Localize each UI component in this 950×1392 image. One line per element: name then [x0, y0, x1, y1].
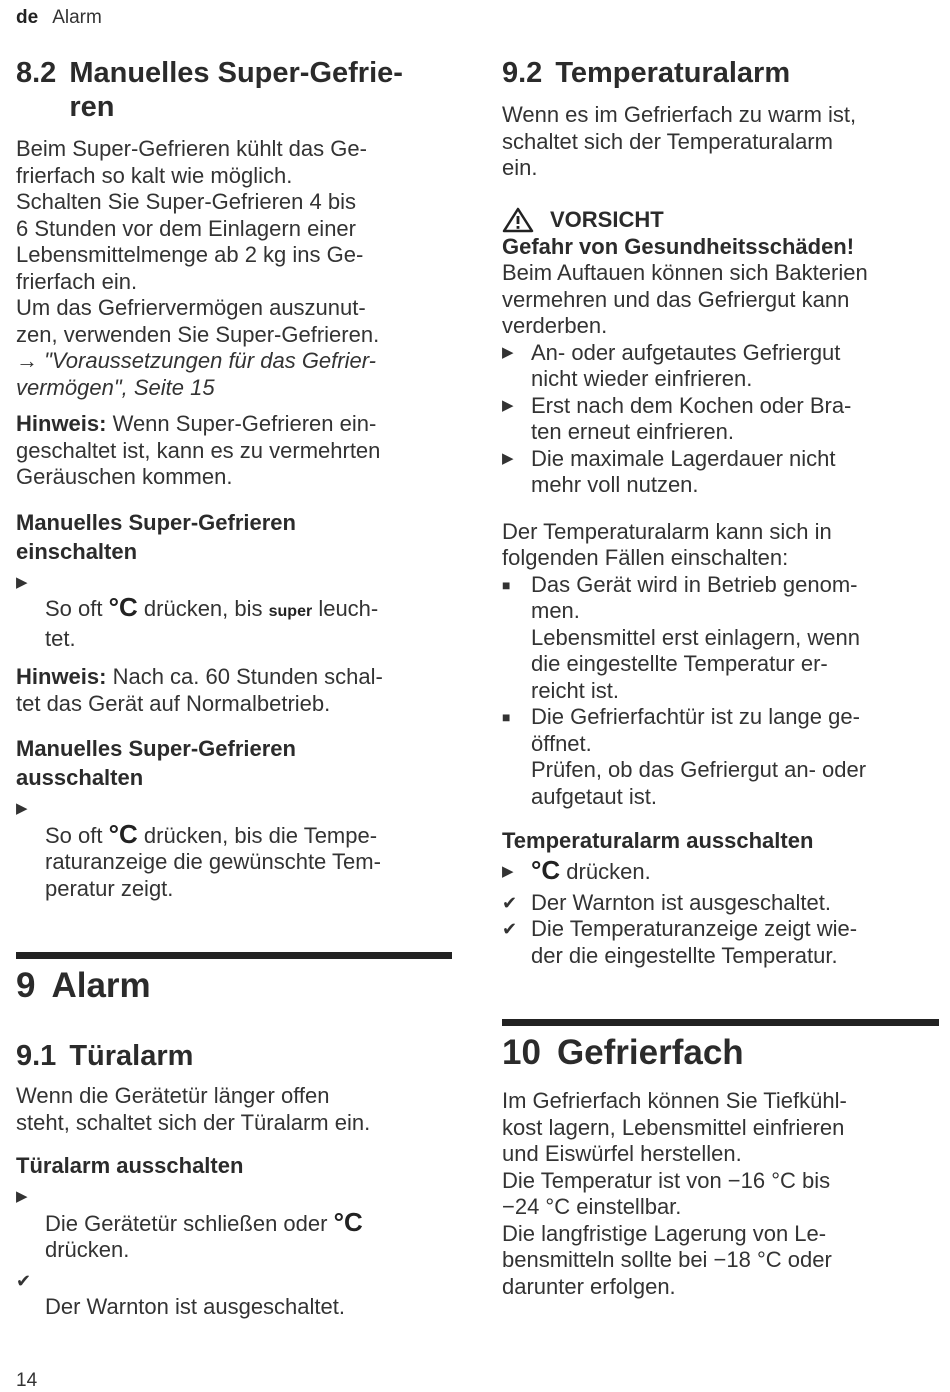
list-item-note: Lebensmittel erst einlagern, wenn die eingestellte Temperatur er- reicht ist.	[531, 624, 860, 703]
triangle-bullet-icon: ▶	[16, 1188, 28, 1205]
chapter-rule	[16, 952, 452, 959]
heading-number: 8.2	[16, 57, 57, 89]
subheading-einschalten: Manuelles Super-Gefrieren einschalten	[16, 509, 296, 564]
heading-number: 9	[16, 966, 36, 1005]
triangle-bullet-icon: ▶	[502, 396, 514, 414]
list-item: ▶ Die maximale Lagerdauer nicht mehr voll nutzen.	[502, 445, 836, 497]
temp-button-symbol: °C	[531, 855, 561, 885]
temp-button-symbol: °C	[333, 1206, 363, 1237]
page-header	[16, 7, 102, 29]
checkmark-icon: ✔	[16, 1270, 32, 1291]
triangle-bullet-icon: ▶	[16, 800, 28, 817]
list-item: ■ Die Gefrierfachtür ist zu lange ge- öffnet.	[502, 704, 860, 756]
chapter-heading	[16, 963, 452, 1009]
triangle-bullet-icon: ▶	[16, 573, 28, 591]
chapter-9	[16, 952, 452, 1009]
heading-9-1	[16, 1039, 452, 1073]
paragraph: Beim Super-Gefrieren kühlt das Ge- frierfach so kalt wie möglich. Schalten Sie Super-Gefrieren 4 bis 6 Stunden vor dem Einlagern einer Lebensmittelmenge ab 2 kg ins Ge- frierfach ein. Um das Gefriervermögen auszunut- zen, verwenden Sie Super-Gefrieren.	[16, 136, 380, 347]
heading-8-2	[16, 56, 452, 124]
heading-9-2	[502, 56, 939, 90]
super-display-symbol: super	[268, 603, 313, 620]
list-item: ■ Das Gerät wird in Betrieb genom- men.	[502, 571, 858, 623]
paragraph: Wenn die Gerätetür länger offen steht, schaltet sich der Türalarm ein.	[16, 1083, 371, 1135]
heading-title: Gefrierfach	[556, 1033, 744, 1072]
subheading-temperaturalarm-ausschalten: Temperaturalarm ausschalten	[502, 828, 814, 853]
heading-title: Manuelles Super-Gefrie- ren	[69, 57, 403, 123]
heading-title: Türalarm	[69, 1040, 194, 1072]
header-section-title: Alarm	[52, 7, 102, 28]
right-column	[502, 56, 939, 1300]
language-code: de	[16, 7, 39, 28]
paragraph: Wenn es im Gefrierfach zu warm ist, schaltet sich der Temperaturalarm ein.	[502, 102, 857, 180]
heading-title: Temperaturalarm	[555, 57, 791, 89]
square-bullet-icon: ■	[502, 576, 511, 593]
list-item: ✔ Die Temperaturanzeige zeigt wie- der die eingestellte Temperatur.	[502, 916, 858, 968]
chapter-10	[502, 1019, 939, 1076]
list-item: ▶ Erst nach dem Kochen oder Bra- ten erneut einfrieren.	[502, 392, 852, 444]
temp-button-symbol: °C	[108, 592, 138, 622]
paragraph: Der Temperaturalarm kann sich in folgenden Fällen einschalten:	[502, 518, 832, 570]
heading-number: 9.2	[502, 57, 543, 89]
page-number: 14	[16, 1370, 38, 1391]
triangle-bullet-icon: ▶	[502, 449, 514, 467]
list-item-note: Prüfen, ob das Gefriergut an- oder aufgetaut ist.	[531, 757, 867, 809]
heading-number: 9.1	[16, 1040, 57, 1072]
note-label: Hinweis:	[16, 411, 107, 436]
heading-title: Alarm	[51, 966, 151, 1005]
triangle-bullet-icon: ▶	[502, 863, 514, 880]
square-bullet-icon: ■	[502, 709, 511, 725]
note-text: Wenn Super-Gefrieren ein- geschaltet ist, kann es zu vermehrten Geräuschen kommen.	[16, 411, 381, 489]
note	[16, 664, 452, 717]
note	[16, 411, 452, 491]
list-item: ▶ So oft °C drücken, bis die Tempe- raturanzeige die gewünschte Tem- peratur zeigt.	[16, 796, 452, 902]
list-item: ▶ °C drücken.	[502, 855, 651, 885]
heading-number: 10	[502, 1033, 541, 1072]
list-item: ▶ Die Gerätetür schließen oder °C drücken.	[16, 1184, 452, 1264]
triangle-bullet-icon: ▶	[502, 343, 514, 361]
temp-button-symbol: °C	[108, 818, 138, 849]
checkmark-icon: ✔	[502, 892, 518, 913]
subheading-ausschalten: Manuelles Super-Gefrieren ausschalten	[16, 736, 296, 790]
warning-triangle-icon	[502, 207, 534, 233]
chapter-heading	[502, 1030, 939, 1076]
note-text: Nach ca. 60 Stunden schal- tet das Gerät auf Normalbetrieb.	[16, 664, 383, 716]
caution-heading	[502, 206, 939, 234]
arrow-right-icon: →	[16, 348, 38, 373]
cross-reference	[16, 348, 452, 401]
list-item: ▶ An- oder aufgetautes Gefriergut nicht wieder einfrieren.	[502, 339, 841, 391]
note-label: Hinweis:	[16, 664, 107, 689]
cross-reference-link[interactable]: "Voraussetzungen für das Gefrier- vermögen", Seite 15	[16, 348, 376, 400]
danger-title: Gefahr von Gesundheitsschäden!	[502, 233, 855, 259]
paragraph: Im Gefrierfach können Sie Tiefkühl- kost lagern, Lebensmittel einfrieren und Eiswürfel herstellen. Die Temperatur ist von −16 °C bis −24 °C einstellbar. Die langfristige Lagerung von Le- bensmitteln sollte bei −18 °C oder darunter erfolgen.	[502, 1088, 847, 1299]
list-item: ✔ Der Warnton ist ausgeschaltet.	[16, 1268, 452, 1321]
checkmark-icon: ✔	[502, 919, 518, 939]
danger-text: Beim Auftauen können sich Bakterien vermehren und das Gefriergut kann verderben.	[502, 260, 868, 338]
chapter-rule	[502, 1019, 939, 1026]
subheading-tueralarm-ausschalten: Türalarm ausschalten	[16, 1153, 244, 1178]
left-column	[16, 56, 452, 1321]
caution-label: VORSICHT	[550, 206, 664, 232]
list-item: ▶ So oft °C drücken, bis super leuch- tet.	[16, 570, 452, 653]
list-item: ✔ Der Warnton ist ausgeschaltet.	[502, 889, 831, 915]
